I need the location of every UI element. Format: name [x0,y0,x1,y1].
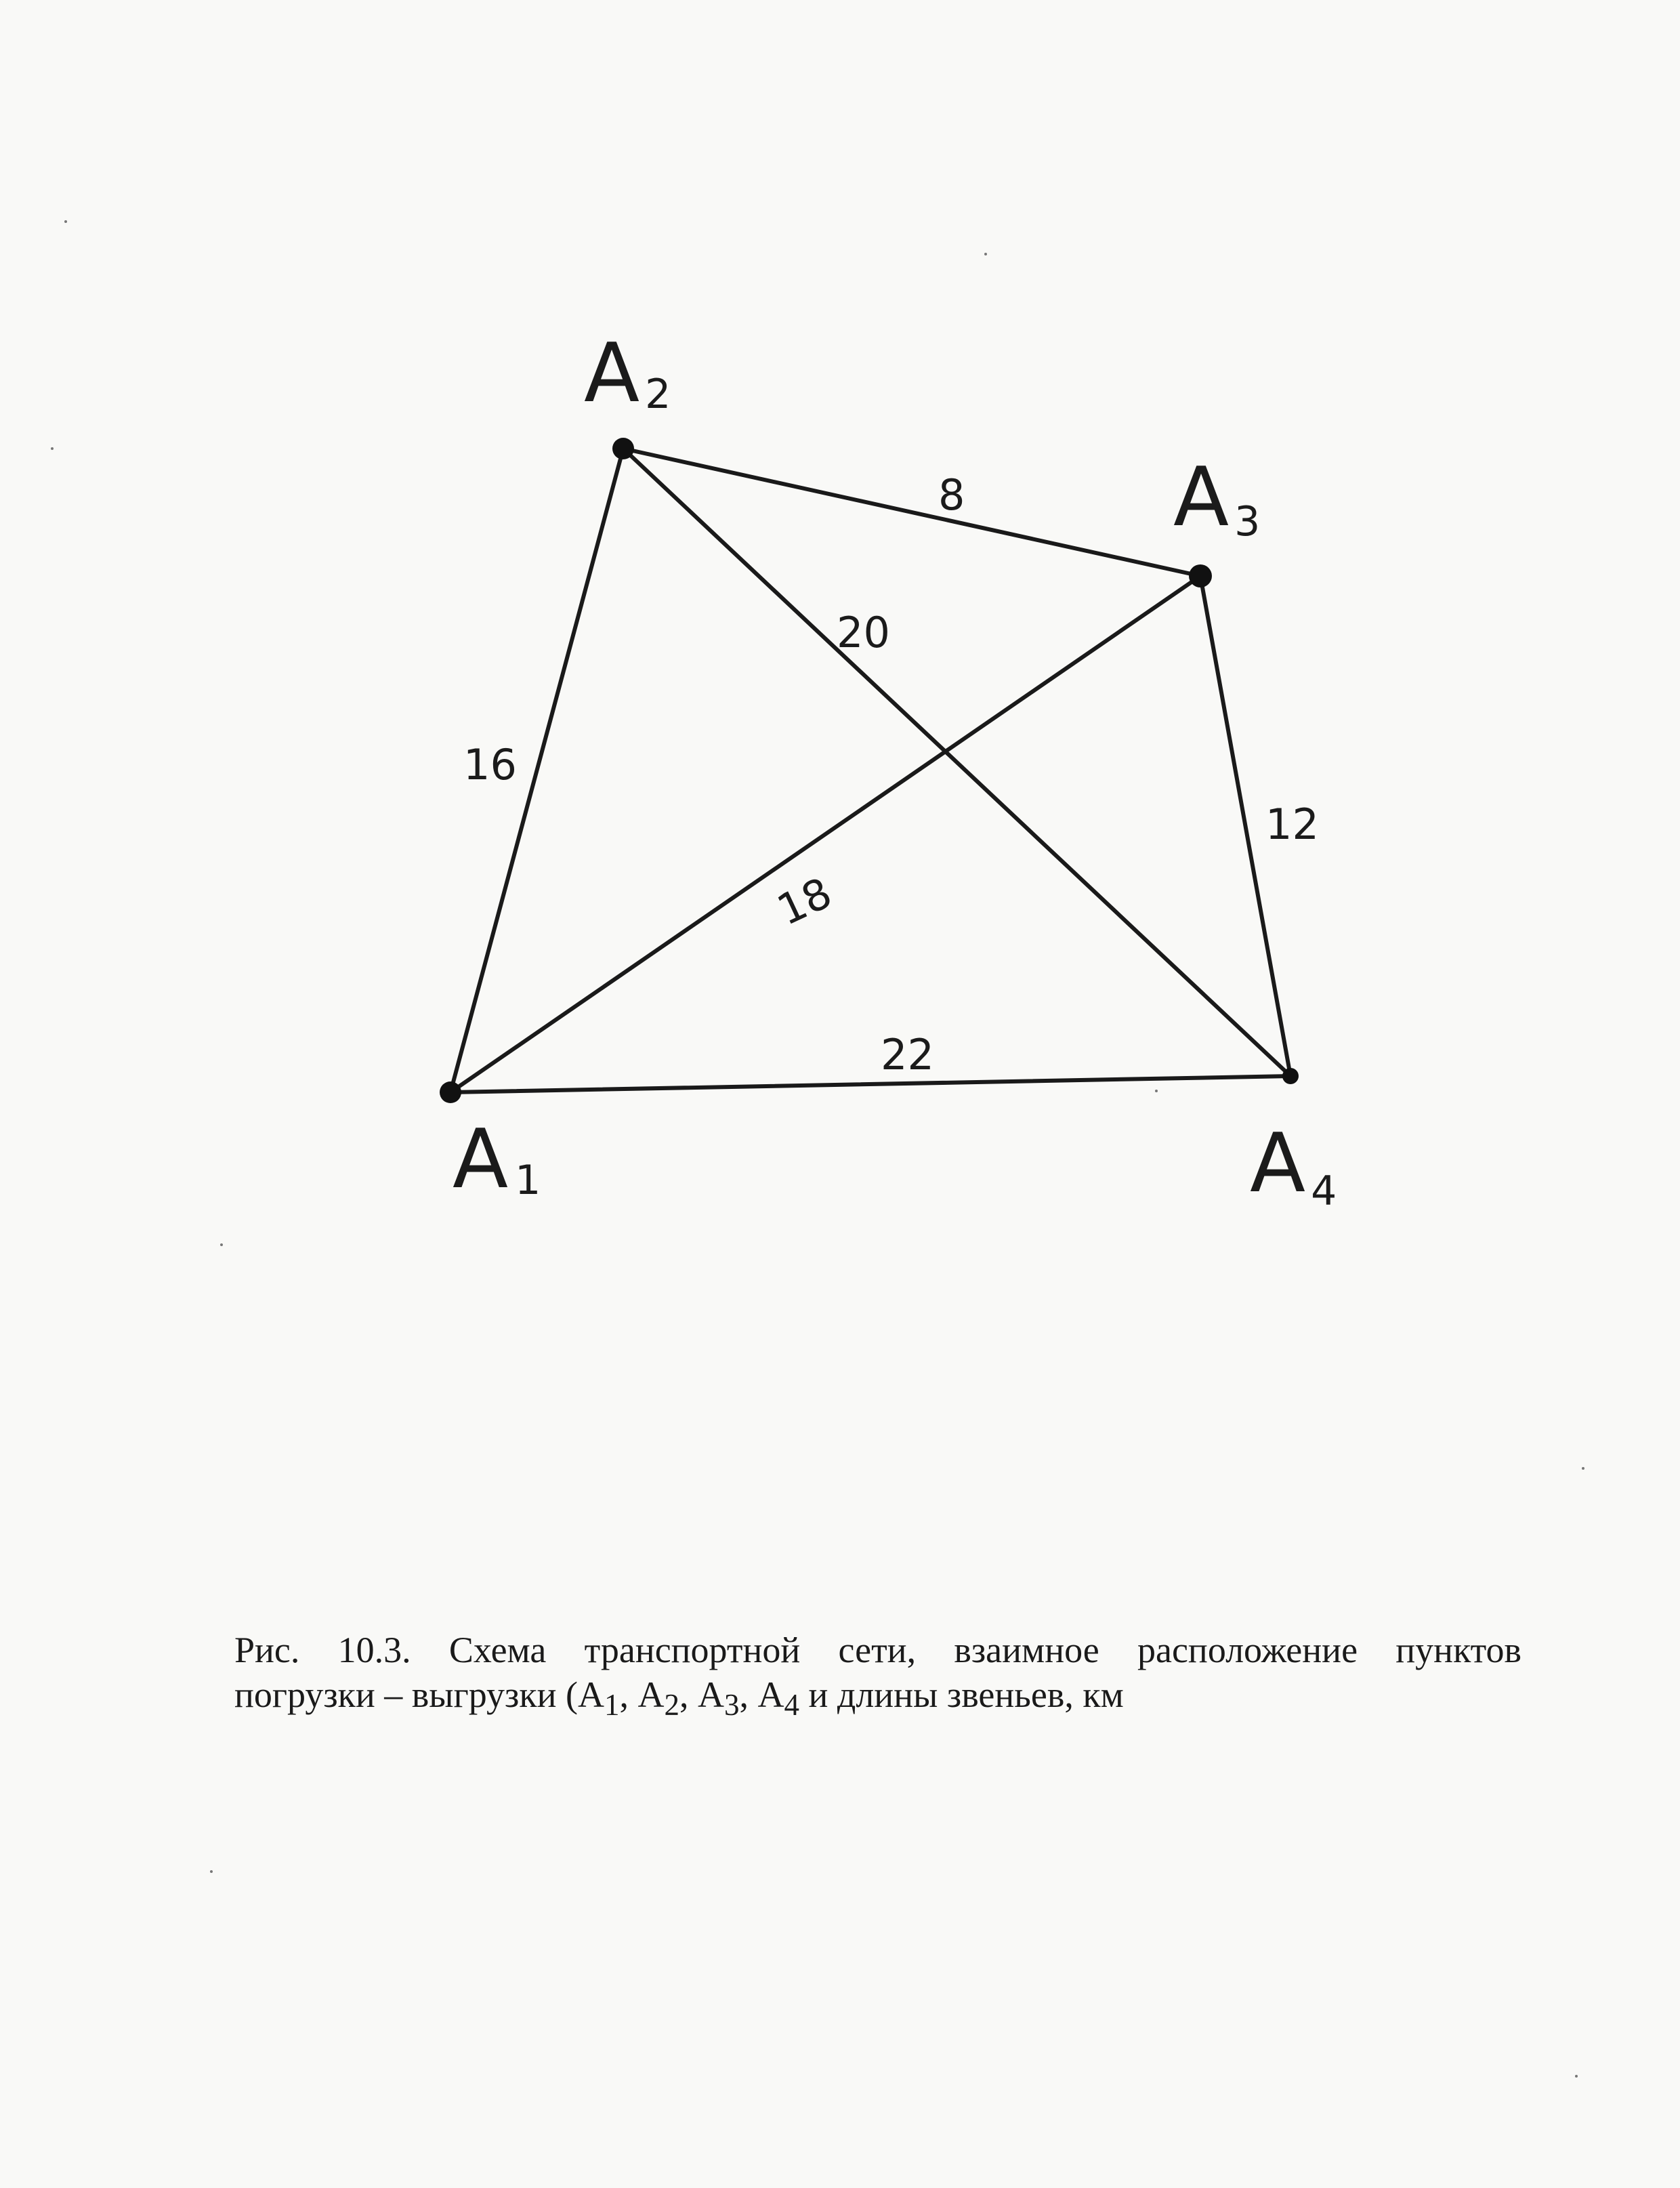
node-a4-label: A 4 [1250,1117,1337,1215]
edge-a2-a3 [623,449,1200,576]
scan-speck [1575,2075,1578,2078]
scan-speck [64,220,67,223]
node-a1-point [440,1081,461,1103]
node-a4-point [1282,1068,1299,1084]
scan-speck [220,1243,223,1246]
node-a1-subscript: 1 [515,1157,541,1204]
node-a1-label: A 1 [453,1113,541,1207]
caption-line-2: погрузки – выгрузки ($А_1$, $А_2$, $А_3$, $А_4$ и длины звеньев, км [234,1674,1124,1722]
caption-sub-3: 3 [723,1687,740,1722]
caption-line-1: Рис. 10.3. Схема транспортной сети, взаимное расположение пунктов [234,1630,1521,1670]
caption-sub-4: 4 [784,1687,799,1722]
caption-sub-2: 2 [664,1687,679,1722]
edge-a2-a3-length: 8 [938,470,965,520]
figure-caption [234,1628,1521,1727]
node-a3-subscript: 3 [1234,498,1261,545]
node-a4-subscript: 4 [1311,1168,1337,1215]
node-a3-point [1189,564,1212,587]
edge-a1-a3-length: 18 [770,867,839,935]
edge-a3-a4-length: 12 [1265,800,1319,849]
edge-a1-a4-length: 22 [881,1030,934,1079]
caption-sub-1: 1 [604,1687,620,1722]
edge-a1-a4 [450,1076,1290,1092]
edge-a1-a2-length: 16 [463,740,517,789]
edge-a2-a4-length: 20 [837,608,890,657]
node-a2-label: A 2 [584,327,671,421]
scan-speck [51,447,54,450]
scan-speck [210,1870,213,1873]
node-a2-point [612,438,634,459]
edge-a1-a3 [450,576,1200,1092]
node-a3-label: A 3 [1173,451,1261,545]
node-a2-subscript: 2 [645,371,671,418]
scan-speck [1155,1090,1158,1092]
scan-speck [984,253,987,255]
scan-speck [1582,1467,1584,1470]
